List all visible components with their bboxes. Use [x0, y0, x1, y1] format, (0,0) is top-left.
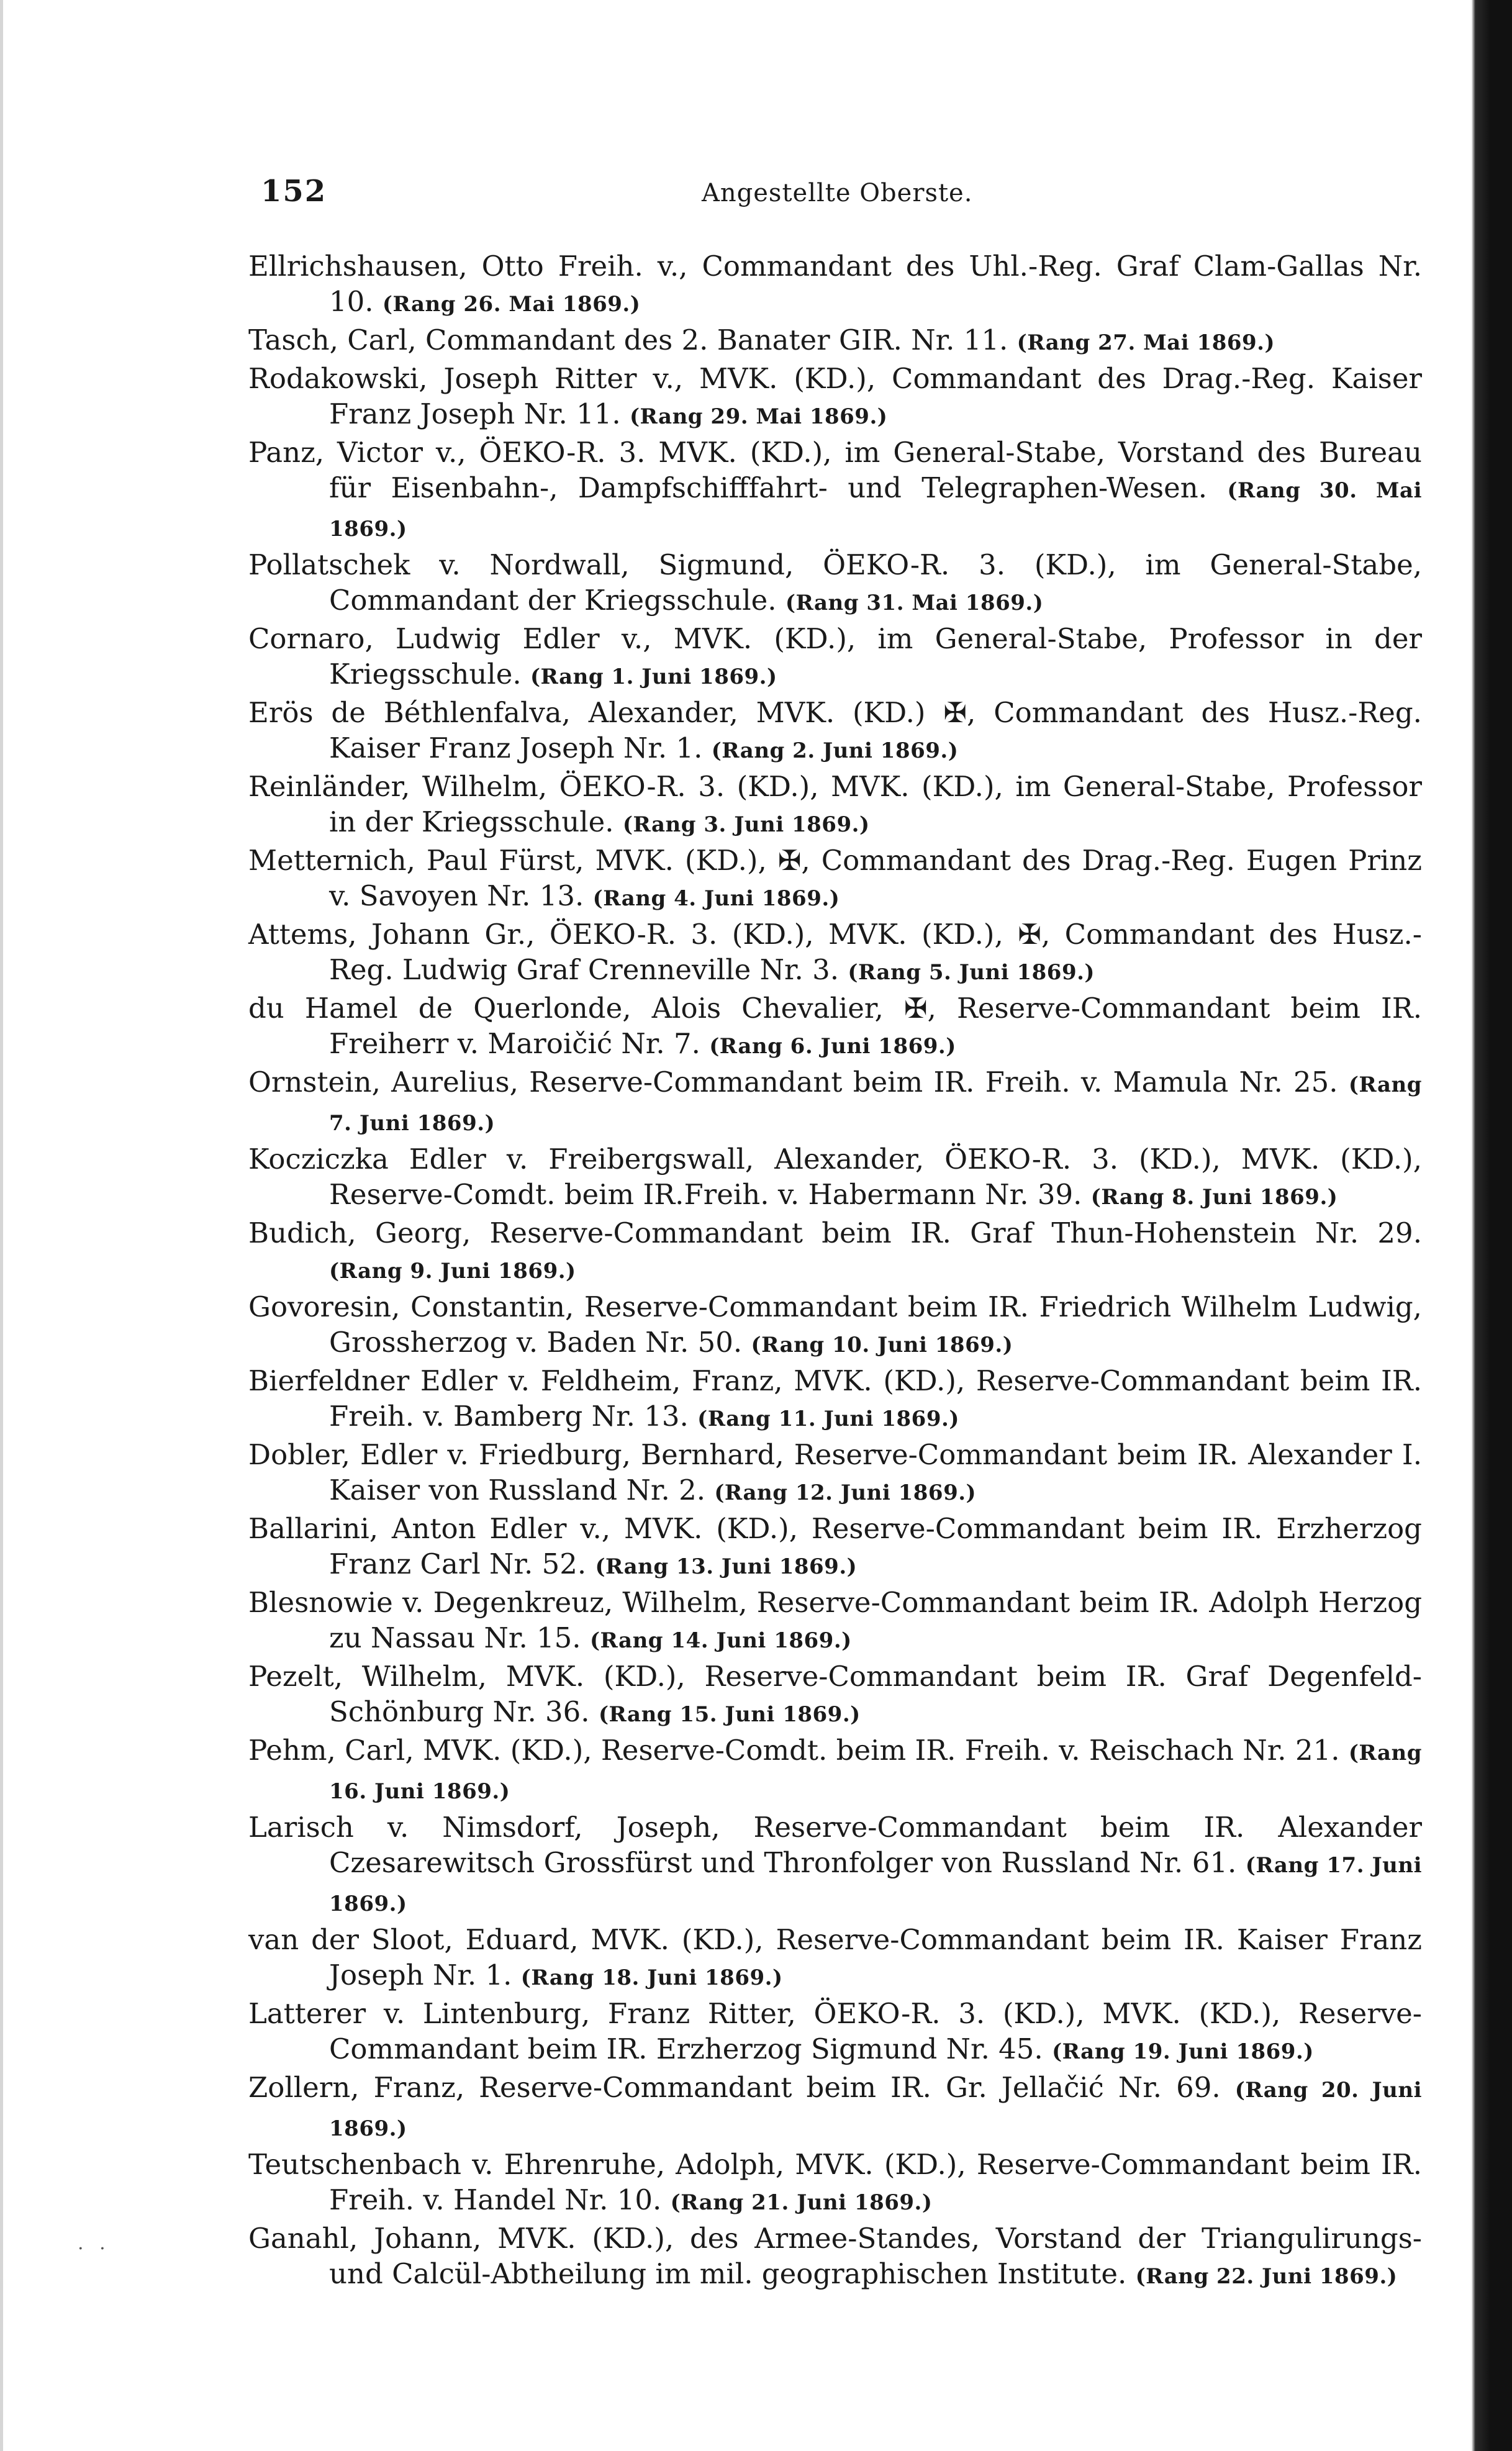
page-header — [248, 174, 1422, 224]
entry-text: du Hamel de Querlonde, Alois Chevalier, ✠, Reserve-Commandant beim IR. Freiherr v. Maroičić Nr. 7. — [248, 992, 1422, 1060]
rang-date: (Rang 29. Mai 1869.) — [629, 404, 888, 429]
entry-text: Ornstein, Aurelius, Reserve-Commandant beim IR. Freih. v. Mamula Nr. 25. — [248, 1066, 1338, 1099]
rang-date: (Rang 9. Juni 1869.) — [329, 1259, 576, 1284]
entry-text: Kocziczka Edler v. Freibergswall, Alexander, ÖEKO-R. 3. (KD.), MVK. (KD.), Reserve-Comdt. beim IR.Freih. v. Habermann Nr. 39. — [248, 1143, 1422, 1211]
rang-date: (Rang 5. Juni 1869.) — [848, 960, 1095, 985]
rang-date: (Rang 22. Juni 1869.) — [1135, 2264, 1398, 2289]
rang-date: (Rang 8. Juni 1869.) — [1090, 1185, 1338, 1210]
list-item — [248, 1064, 1422, 1141]
footer-marks: . . — [78, 2232, 111, 2254]
list-item — [248, 1659, 1422, 1733]
list-item — [248, 1289, 1422, 1363]
list-item — [248, 1922, 1422, 1996]
list-item — [248, 248, 1422, 322]
list-item — [248, 2147, 1422, 2221]
entry-text: Ballarini, Anton Edler v., MVK. (KD.), Reserve-Commandant beim IR. Erzherzog Franz Carl Nr. 52. — [248, 1512, 1422, 1580]
entry-text: Ellrichshausen, Otto Freih. v., Commandant des Uhl.-Reg. Graf Clam-Gallas Nr. 10. — [248, 250, 1422, 318]
rang-date: (Rang 20. Juni 1869.) — [329, 2078, 1422, 2141]
rang-date: (Rang 14. Juni 1869.) — [589, 1628, 852, 1653]
rang-date: (Rang 3. Juni 1869.) — [622, 812, 870, 837]
list-item — [248, 547, 1422, 621]
list-item — [248, 1215, 1422, 1289]
entry-text: Dobler, Edler v. Friedburg, Bernhard, Reserve-Commandant beim IR. Alexander I. Kaiser von Russland Nr. 2. — [248, 1438, 1422, 1506]
rang-date: (Rang 21. Juni 1869.) — [670, 2190, 933, 2215]
list-item — [248, 435, 1422, 547]
entry-text: Panz, Victor v., ÖEKO-R. 3. MVK. (KD.), im General-Stabe, Vorstand des Bureau für Eisenbahn-, Dampfschifffahrt- und Telegraphen-Wesen. — [248, 436, 1422, 504]
entry-text: Govoresin, Constantin, Reserve-Commandant beim IR. Friedrich Wilhelm Ludwig, Grossherzog v. Baden Nr. 50. — [248, 1290, 1422, 1359]
entry-text: Latterer v. Lintenburg, Franz Ritter, ÖEKO-R. 3. (KD.), MVK. (KD.), Reserve-Commandant beim IR. Erzherzog Sigmund Nr. 45. — [248, 1997, 1422, 2065]
list-item — [248, 322, 1422, 361]
entry-text: Erös de Béthlenfalva, Alexander, MVK. (KD.) ✠, Commandant des Husz.-Reg. Kaiser Franz Joseph Nr. 1. — [248, 696, 1422, 764]
entry-text: Attems, Johann Gr., ÖEKO-R. 3. (KD.), MVK. (KD.), ✠, Commandant des Husz.-Reg. Ludwig Graf Crenneville Nr. 3. — [248, 918, 1422, 986]
list-item — [248, 769, 1422, 843]
rang-date: (Rang 15. Juni 1869.) — [598, 1702, 861, 1727]
entry-text: Larisch v. Nimsdorf, Joseph, Reserve-Commandant beim IR. Alexander Czesarewitsch Grossfürst und Thronfolger von Russland Nr. 61. — [248, 1811, 1422, 1879]
entry-text: Reinländer, Wilhelm, ÖEKO-R. 3. (KD.), MVK. (KD.), im General-Stabe, Professor in der Kriegsschule. — [248, 770, 1422, 838]
list-item — [248, 1996, 1422, 2070]
rang-date: (Rang 12. Juni 1869.) — [714, 1480, 977, 1505]
list-item — [248, 917, 1422, 990]
entry-text: Bierfeldner Edler v. Feldheim, Franz, MVK. (KD.), Reserve-Commandant beim IR. Freih. v. Bamberg Nr. 13. — [248, 1364, 1422, 1433]
rang-date: (Rang 16. Juni 1869.) — [329, 1741, 1422, 1804]
page-edge-left — [0, 0, 3, 2451]
rang-date: (Rang 13. Juni 1869.) — [595, 1554, 858, 1579]
list-item — [248, 1437, 1422, 1511]
rang-date: (Rang 27. Mai 1869.) — [1016, 330, 1275, 355]
rang-date: (Rang 31. Mai 1869.) — [785, 591, 1044, 615]
rang-date: (Rang 10. Juni 1869.) — [751, 1333, 1013, 1357]
entry-text: Ganahl, Johann, MVK. (KD.), des Armee-Standes, Vorstand der Triangulirungs- und Calcül-Abtheilung im mil. geographischen Institute. — [248, 2222, 1422, 2290]
list-item — [248, 1363, 1422, 1437]
entry-text: van der Sloot, Eduard, MVK. (KD.), Reserve-Commandant beim IR. Kaiser Franz Joseph Nr. 1. — [248, 1923, 1422, 1991]
list-item — [248, 1810, 1422, 1922]
entry-text: Pollatschek v. Nordwall, Sigmund, ÖEKO-R. 3. (KD.), im General-Stabe, Commandant der Kriegsschule. — [248, 548, 1422, 617]
list-item — [248, 1585, 1422, 1659]
rang-date: (Rang 30. Mai 1869.) — [329, 478, 1422, 541]
list-item — [248, 1733, 1422, 1810]
book-page — [248, 174, 1422, 2290]
entry-text: Pehm, Carl, MVK. (KD.), Reserve-Comdt. beim IR. Freih. v. Reischach Nr. 21. — [248, 1734, 1340, 1767]
rang-date: (Rang 1. Juni 1869.) — [530, 664, 777, 689]
list-item — [248, 990, 1422, 1064]
entry-text: Pezelt, Wilhelm, MVK. (KD.), Reserve-Commandant beim IR. Graf Degenfeld-Schönburg Nr. 36. — [248, 1660, 1422, 1728]
page-number: 152 — [261, 174, 327, 209]
rang-date: (Rang 4. Juni 1869.) — [592, 886, 840, 911]
list-item — [248, 695, 1422, 769]
list-item — [248, 2221, 1422, 2295]
officer-list — [248, 248, 1422, 2295]
page-edge-shadow — [1472, 0, 1512, 2451]
list-item — [248, 843, 1422, 917]
entry-text: Cornaro, Ludwig Edler v., MVK. (KD.), im General-Stabe, Professor in der Kriegsschule. — [248, 622, 1422, 691]
list-item — [248, 2070, 1422, 2147]
entry-text: Rodakowski, Joseph Ritter v., MVK. (KD.), Commandant des Drag.-Reg. Kaiser Franz Joseph Nr. 11. — [248, 362, 1422, 430]
rang-date: (Rang 6. Juni 1869.) — [709, 1034, 956, 1059]
rang-date: (Rang 26. Mai 1869.) — [382, 292, 641, 317]
entry-text: Tasch, Carl, Commandant des 2. Banater GIR. Nr. 11. — [248, 324, 1008, 356]
list-item — [248, 1511, 1422, 1585]
rang-date: (Rang 2. Juni 1869.) — [711, 738, 959, 763]
running-head: Angestellte Oberste. — [702, 179, 973, 207]
entry-text: Budich, Georg, Reserve-Commandant beim IR. Graf Thun-Hohenstein Nr. 29. — [248, 1216, 1422, 1249]
rang-date: (Rang 17. Juni 1869.) — [329, 1853, 1422, 1916]
list-item — [248, 361, 1422, 435]
rang-date: (Rang 7. Juni 1869.) — [329, 1072, 1422, 1136]
entry-text: Blesnowie v. Degenkreuz, Wilhelm, Reserve-Commandant beim IR. Adolph Herzog zu Nassau Nr. 15. — [248, 1586, 1422, 1654]
entry-text: Metternich, Paul Fürst, MVK. (KD.), ✠, Commandant des Drag.-Reg. Eugen Prinz v. Savoyen Nr. 13. — [248, 844, 1422, 912]
list-item — [248, 621, 1422, 695]
rang-date: (Rang 11. Juni 1869.) — [697, 1407, 959, 1431]
list-item — [248, 1141, 1422, 1215]
rang-date: (Rang 19. Juni 1869.) — [1052, 2039, 1314, 2064]
rang-date: (Rang 18. Juni 1869.) — [520, 1965, 783, 1990]
entry-text: Teutschenbach v. Ehrenruhe, Adolph, MVK. (KD.), Reserve-Commandant beim IR. Freih. v. Handel Nr. 10. — [248, 2148, 1422, 2216]
entry-text: Zollern, Franz, Reserve-Commandant beim IR. Gr. Jellačić Nr. 69. — [248, 2071, 1221, 2104]
